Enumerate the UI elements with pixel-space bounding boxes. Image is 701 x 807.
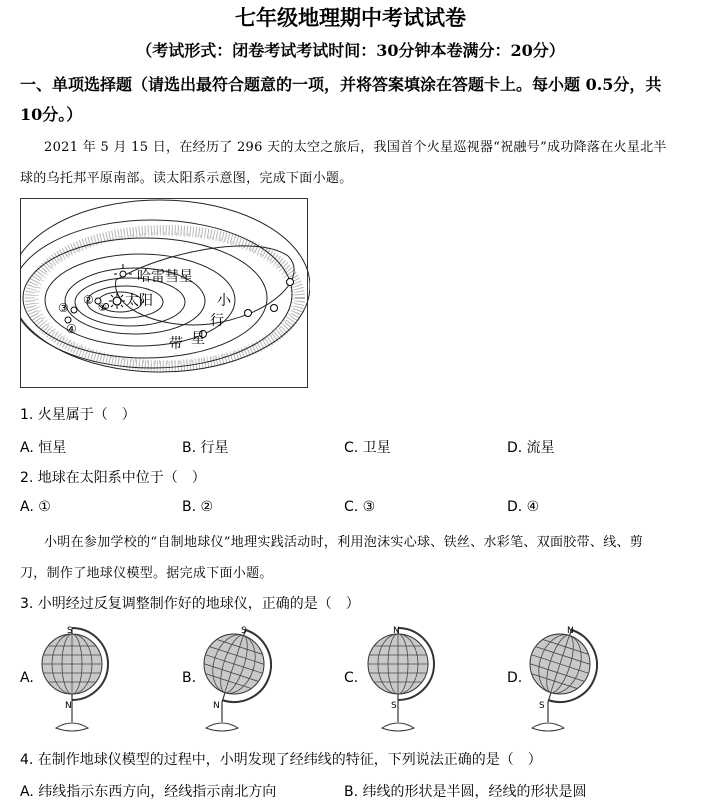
label-halley: 哈雷彗星 xyxy=(137,269,193,285)
globe-b-bottom-label: N xyxy=(213,701,220,711)
label-orbit-1: ① xyxy=(98,303,107,314)
q3-option-c[interactable]: C. xyxy=(344,670,359,686)
question-3: 3. 小明经过反复调整制作好的地球仪，正确的是（ ） xyxy=(20,596,360,612)
question-1: 1. 火星属于（ ） xyxy=(20,407,136,423)
q1-option-c[interactable]: C. 卫星 xyxy=(344,440,391,456)
q1-option-a[interactable]: A. 恒星 xyxy=(20,440,67,456)
globe-c-top-label: N xyxy=(393,626,400,636)
globe-c-bottom-label: S xyxy=(391,701,397,711)
label-belt-3: 星 xyxy=(191,331,205,347)
exam-info: （考试形式：闭卷考试考试时间：30分钟本卷满分：20分） xyxy=(136,41,565,60)
passage-2-line1: 小明在参加学校的“自制地球仪”地理实践活动时，利用泡沫实心球、铁丝、水彩笔、双面胶带、线、剪 xyxy=(44,535,644,550)
q4-option-a[interactable]: A. 纬线指示东西方向，经线指示南北方向 xyxy=(20,784,277,800)
solar-system-diagram xyxy=(20,198,310,390)
label-belt-1: 小 xyxy=(217,293,231,309)
label-sun: 太阳 xyxy=(125,293,153,309)
passage-2-line2: 刀，制作了地球仪模型。据完成下面小题。 xyxy=(20,566,273,581)
label-orbit-4: ④ xyxy=(66,322,77,336)
q3-option-a[interactable]: A. xyxy=(20,670,34,686)
q2-option-b[interactable]: B. ② xyxy=(182,499,214,515)
section-heading: 一、单项选择题（请选出最符合题意的一项，并将答案填涂在答题卡上。每小题 0.5分，共 xyxy=(20,75,662,94)
globe-a-icon xyxy=(34,624,110,736)
q2-option-c[interactable]: C. ③ xyxy=(344,499,376,515)
globe-a-bottom-label: N xyxy=(65,701,72,711)
sun-icon xyxy=(109,293,125,309)
label-belt-4: 带 xyxy=(169,336,183,352)
section-heading-cont: 10分。） xyxy=(20,105,83,124)
q2-option-d[interactable]: D. ④ xyxy=(507,499,540,515)
globe-d-bottom-label: S xyxy=(539,701,545,711)
globe-c-icon xyxy=(360,624,436,736)
q1-option-b[interactable]: B. 行星 xyxy=(182,440,229,456)
question-2: 2. 地球在太阳系中位于（ ） xyxy=(20,470,206,486)
globe-a-top-label: S xyxy=(67,626,73,636)
globe-b-top-label: S xyxy=(241,626,247,636)
q2-option-a[interactable]: A. ① xyxy=(20,499,51,515)
label-belt-2: 行 xyxy=(210,313,224,329)
label-orbit-2: ② xyxy=(83,293,94,307)
q3-option-d[interactable]: D. xyxy=(507,670,523,686)
question-4: 4. 在制作地球仪模型的过程中，小明发现了经纬线的特征，下列说法正确的是（ ） xyxy=(20,752,542,768)
label-orbit-3: ③ xyxy=(58,301,69,315)
q4-option-b[interactable]: B. 纬线的形状是半圆，经线的形状是圆 xyxy=(344,784,587,800)
page-title: 七年级地理期中考试试卷 xyxy=(235,5,466,30)
passage-1-line1: 2021 年 5 月 15 日，在经历了 296 天的太空之旅后，我国首个火星巡视器“祝融号”成功降落在火星北半 xyxy=(44,140,667,155)
globe-d-top-label: N xyxy=(567,626,574,636)
globe-d-icon xyxy=(522,624,598,736)
passage-1-line2: 球的乌托邦平原南部。读太阳系示意图，完成下面小题。 xyxy=(20,171,353,186)
q1-option-d[interactable]: D. 流星 xyxy=(507,440,555,456)
q3-option-b[interactable]: B. xyxy=(182,670,197,686)
globe-b-icon xyxy=(196,624,272,736)
